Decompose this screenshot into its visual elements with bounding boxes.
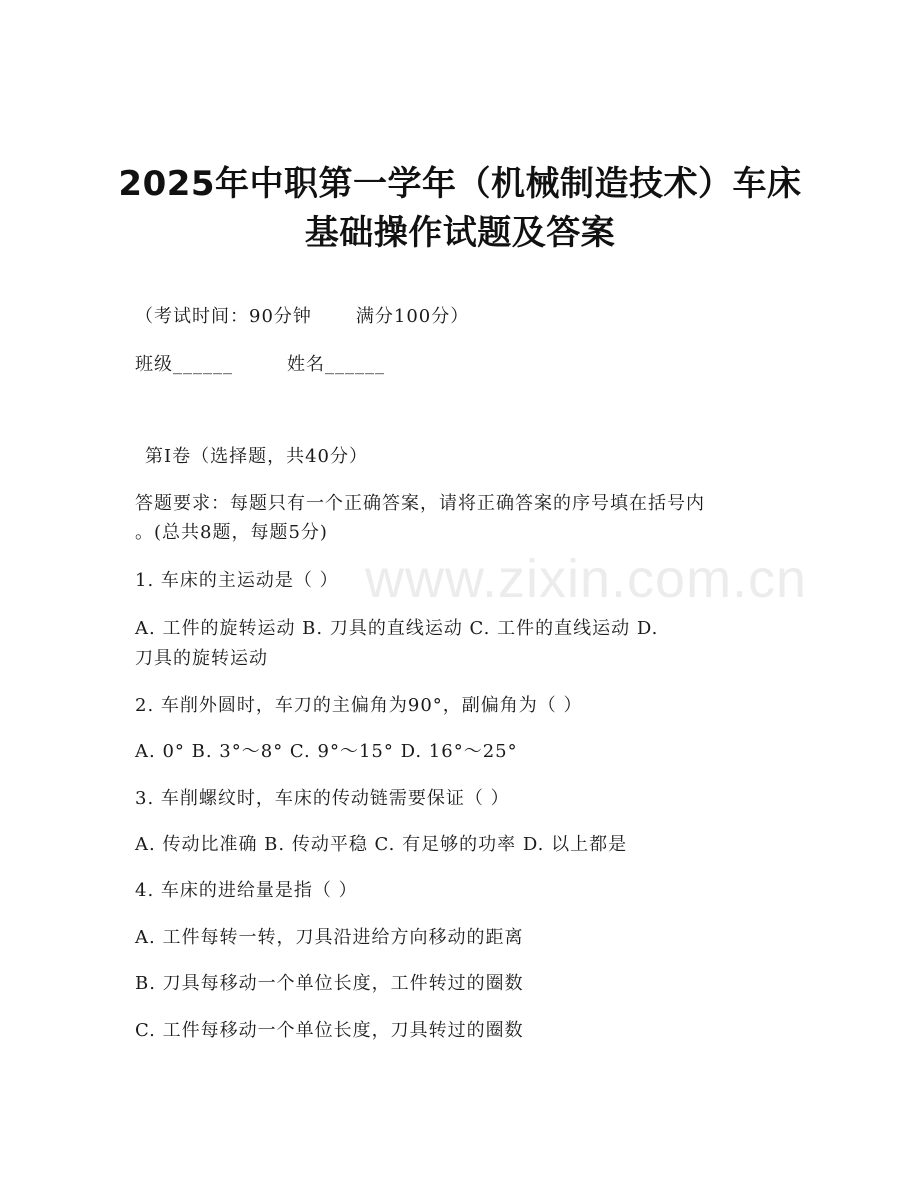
- instructions-line-1: 答题要求：每题只有一个正确答案，请将正确答案的序号填在括号内: [135, 493, 705, 514]
- question-1-stem: 1. 车床的主运动是（ ）: [135, 570, 339, 591]
- question-4-option-b: B. 刀具每移动一个单位长度，工件转过的圈数: [135, 973, 524, 994]
- question-3-options: A. 传动比准确 B. 传动平稳 C. 有足够的功率 D. 以上都是: [135, 834, 628, 855]
- class-field-label: 班级______: [135, 354, 233, 375]
- question-4-stem: 4. 车床的进给量是指（ ）: [135, 880, 358, 901]
- exam-time: （考试时间：90分钟: [135, 306, 312, 327]
- name-field-label: 姓名______: [287, 354, 385, 375]
- exam-full-score: 满分100分）: [355, 306, 470, 327]
- student-info: [135, 350, 385, 376]
- question-2-stem: 2. 车削外圆时，车刀的主偏角为90°，副偏角为（ ）: [135, 695, 583, 716]
- instructions-line-2: 。(总共8题，每题5分): [135, 522, 328, 543]
- question-1-options-line-2: 刀具的旋转运动: [135, 648, 268, 669]
- question-1-options-line-1: A. 工件的旋转运动 B. 刀具的直线运动 C. 工件的直线运动 D.: [135, 618, 659, 639]
- question-2-options: A. 0° B. 3°～8° C. 9°～15° D. 16°～25°: [135, 741, 518, 762]
- question-4-option-c: C. 工件每移动一个单位长度，刀具转过的圈数: [135, 1020, 524, 1041]
- document-title-line-2: 基础操作试题及答案: [304, 213, 616, 253]
- watermark: www.zixin.com.cn: [365, 549, 808, 609]
- section-heading: 第Ⅰ卷（选择题，共40分）: [145, 446, 369, 467]
- document-title-line-1: 2025年中职第一学年（机械制造技术）车床: [118, 164, 802, 204]
- exam-info: [135, 302, 469, 328]
- question-4-option-a: A. 工件每转一转，刀具沿进给方向移动的距离: [135, 927, 524, 948]
- question-3-stem: 3. 车削螺纹时，车床的传动链需要保证（ ）: [135, 788, 510, 809]
